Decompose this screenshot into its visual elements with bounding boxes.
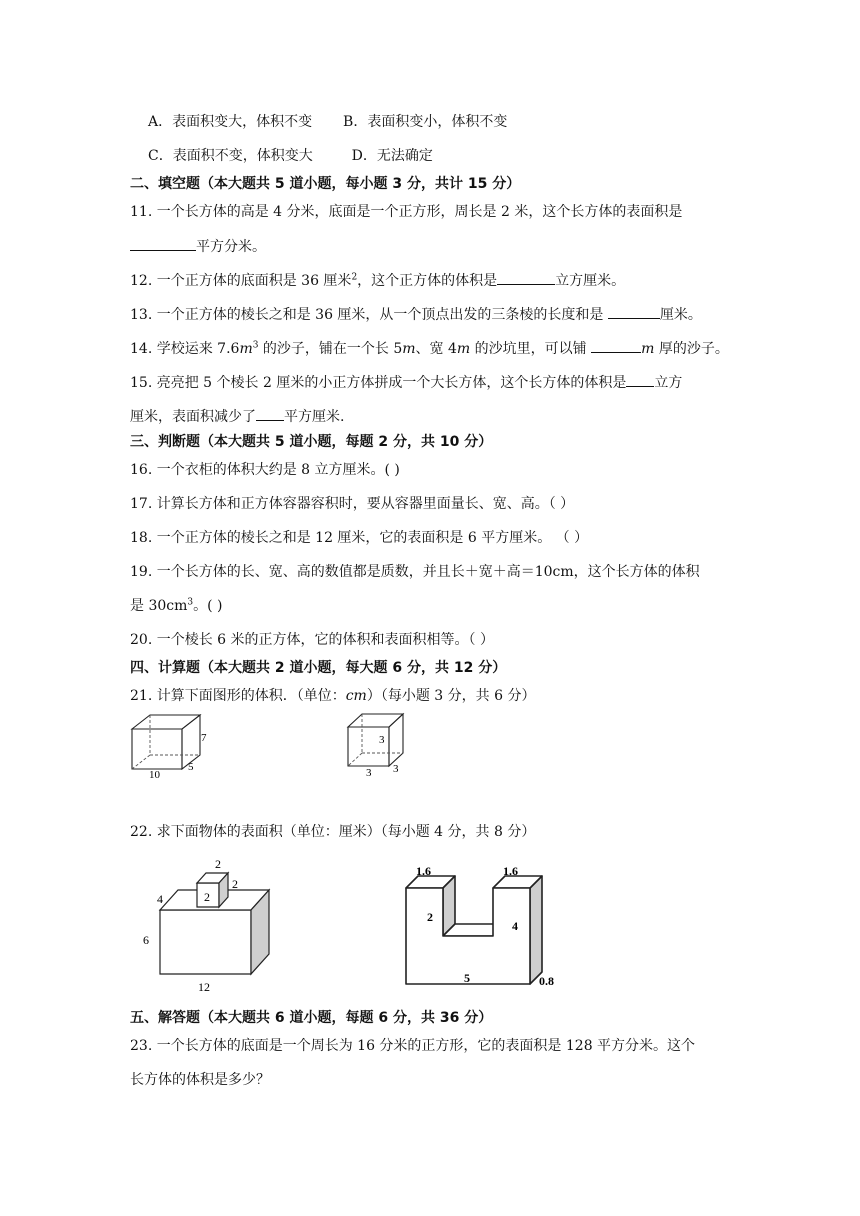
thickness-label: 0.8 [539, 974, 554, 988]
cube-top-label: 2 [215, 857, 221, 871]
notch-depth-label: 2 [427, 910, 433, 924]
superscript: 2 [351, 272, 358, 283]
question-13-text: 13. 一个正方体的棱长之和是 36 厘米，从一个顶点出发的三条棱的长度和是 [130, 307, 608, 323]
answer-blank[interactable] [608, 304, 660, 319]
unit-m: m [239, 341, 253, 357]
superscript: 3 [187, 597, 194, 608]
question-12-unit: 立方厘米。 [555, 273, 626, 289]
question-17: 17. 计算长方体和正方体容器容积时，要从容器里面量长、宽、高。（ ） [130, 496, 575, 512]
unit-m: m [641, 341, 655, 357]
question-19-text: 是 30cm [130, 598, 188, 614]
question-11-text: 11. 一个长方体的高是 4 分米，底面是一个正方形，周长是 2 米，这个长方体的表面积是 [130, 204, 683, 220]
question-13 [130, 304, 702, 325]
question-12 [130, 270, 625, 291]
section-3-heading: 三、判断题（本大题共 5 道小题，每题 2 分，共 10 分） [130, 434, 493, 450]
unit-m: m [456, 341, 471, 357]
cube-front-label: 2 [204, 890, 210, 904]
choice-b: B．表面积变小，体积不变 [343, 114, 508, 130]
question-15-unit-2: 平方厘米. [284, 409, 345, 425]
question-11 [130, 202, 682, 222]
question-21-text-2: ）（每小题 3 分，共 6 分） [366, 688, 536, 704]
box-length-label: 12 [198, 980, 210, 994]
question-15-text-2: 厘米，表面积减少了 [130, 409, 256, 425]
question-14-text-2: 的沙子，铺在一个长 5 [258, 341, 403, 357]
box-height-label: 6 [143, 933, 149, 947]
choice-c: C．表面积不变，体积变大 [148, 148, 313, 164]
answer-blank[interactable] [497, 270, 555, 285]
question-15-text: 15. 亮亮把 5 个棱长 2 厘米的小正方体拼成一个大长方体，这个长方体的体积是 [130, 375, 627, 391]
question-15-unit: 立方 [654, 375, 683, 391]
question-13-unit: 厘米。 [659, 307, 702, 323]
cube-edge-width: 3 [393, 763, 399, 775]
cube-side-label: 2 [232, 877, 238, 891]
choice-a: A．表面积变大，体积不变 [148, 114, 313, 130]
question-22: 22. 求下面物体的表面积（单位：厘米）（每小题 4 分，共 8 分） [130, 824, 536, 840]
question-19: 19. 一个长方体的长、宽、高的数值都是质数，并且长＋宽＋高＝10cm，这个长方体的体积 [130, 564, 700, 580]
answer-blank[interactable] [256, 406, 284, 421]
answer-blank[interactable] [591, 338, 641, 353]
answer-blank[interactable] [130, 236, 196, 251]
dim-width: 5 [188, 761, 194, 773]
section-5-heading: 五、解答题（本大题共 6 道小题，每题 6 分，共 36 分） [130, 1010, 493, 1026]
choice-row-1 [148, 112, 507, 132]
question-19-cont [130, 596, 223, 616]
box-depth-label: 4 [157, 892, 163, 906]
question-14-text-3: 、宽 4 [415, 341, 457, 357]
dim-height: 7 [201, 732, 207, 744]
question-16: 16. 一个衣柜的体积大约是 8 立方厘米。( ) [130, 462, 400, 478]
question-14-text: 14. 学校运来 7.6 [130, 341, 240, 357]
cube-edge-height: 3 [379, 734, 385, 746]
choice-row-2 [148, 146, 433, 166]
choice-d: D．无法确定 [351, 148, 433, 164]
answer-blank[interactable] [626, 372, 654, 387]
question-12-text-2: ，这个正方体的体积是 [357, 273, 498, 289]
question-14-text-5: 厚的沙子。 [654, 341, 729, 357]
question-20: 20. 一个棱长 6 米的正方体，它的体积和表面积相等。（ ） [130, 632, 494, 648]
stacked-solids-figure [135, 852, 285, 997]
left-top-label: 1.6 [416, 864, 431, 878]
dim-length: 10 [149, 769, 160, 781]
question-18: 18. 一个正方体的棱长之和是 12 厘米，它的表面积是 6 平方厘米。 （ ） [130, 530, 589, 546]
right-height-label: 4 [512, 919, 518, 933]
question-23-cont: 长方体的体积是多少？ [130, 1072, 270, 1088]
question-15-cont [130, 406, 344, 427]
cuboid-figure [125, 712, 225, 782]
cube-edge-length: 3 [366, 767, 372, 779]
question-11-unit: 平方分米。 [196, 239, 266, 255]
unit-m: m [402, 341, 416, 357]
question-12-text: 12. 一个正方体的底面积是 36 厘米 [130, 273, 352, 289]
right-top-label: 1.6 [503, 864, 518, 878]
bottom-length-label: 5 [464, 971, 470, 985]
question-11-cont [130, 236, 266, 257]
question-23: 23. 一个长方体的底面是一个周长为 16 分米的正方形，它的表面积是 128 平方分米。这个 [130, 1038, 696, 1054]
unit-cm: cm [345, 688, 367, 704]
question-21-text: 21. 计算下面图形的体积．（单位： [130, 688, 346, 704]
question-15 [130, 372, 682, 393]
question-19-bracket: 。( ) [193, 598, 223, 614]
question-14-text-4: 的沙坑里，可以铺 [470, 341, 592, 357]
question-14 [130, 338, 729, 359]
superscript: 3 [252, 340, 259, 351]
section-4-heading: 四、计算题（本大题共 2 道小题，每大题 6 分，共 12 分） [130, 660, 507, 676]
cube-figure [343, 710, 413, 782]
section-2-heading: 二、填空题（本大题共 5 道小题，每小题 3 分，共计 15 分） [130, 176, 521, 192]
u-shaped-solid-figure [398, 856, 568, 996]
question-21 [130, 686, 535, 706]
